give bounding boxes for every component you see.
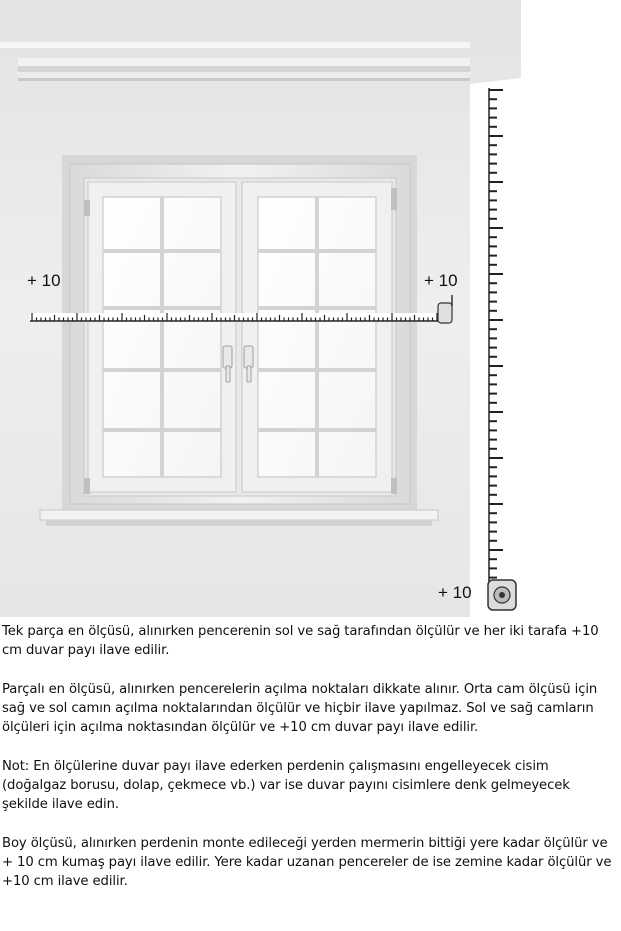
paragraph-split-width: Parçalı en ölçüsü, alınırken pencerelerin açılma noktaları dikkate alınır. Orta cam ölçüsü için sağ ve sol camın açılma noktalarından ölçülür ve hiçbir ilave yapılmaz. Sol ve sağ camların ölçüleri için açılma noktasından ölçülür ve +10 cm duvar payı ilave edilir.	[2, 682, 598, 735]
vertical-tape-measure	[470, 78, 521, 617]
paragraph-note: Not: En ölçülerine duvar payı ilave ederken perdenin çalışmasını engelleyecek cisim (doğalgaz borusu, dolap, çekmece vb.) var ise duvar payını cisimlere denk gelmeyecek şekilde ilave edin.	[2, 759, 570, 812]
instructions-text	[2, 622, 614, 911]
window	[40, 155, 438, 526]
paragraph-single-width: Tek parça en ölçüsü, alınırken pencerenin sol ve sağ tarafından ölçülür ve her iki tarafa +10 cm duvar payı ilave edilir.	[2, 624, 599, 658]
left-allowance-label: + 10	[27, 271, 61, 290]
paragraph-height: Boy ölçüsü, alınırken perdenin monte edileceği yerden mermerin bittiği yere kadar ölçülür ve + 10 cm kumaş payı ilave edilir. Yere kadar uzanan pencereler de ise zemine kadar ölçülür ve +10 cm ilave edilir.	[2, 836, 612, 889]
crown-molding	[0, 42, 470, 81]
right-allowance-label: + 10	[424, 271, 458, 290]
bottom-allowance-label: + 10	[438, 583, 472, 602]
tape-measure-icon	[488, 580, 516, 610]
